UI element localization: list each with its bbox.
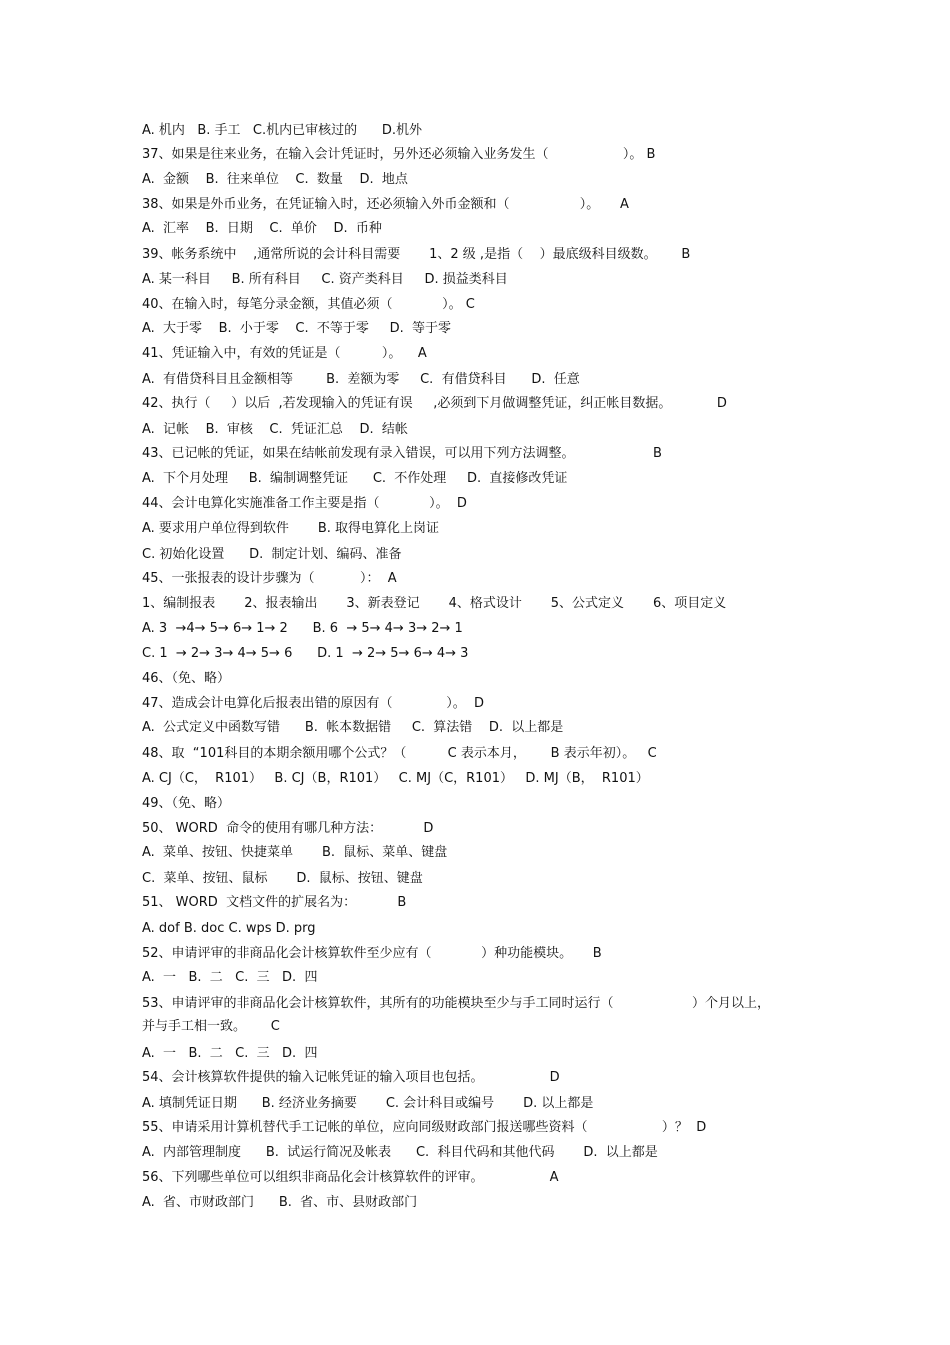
question-line: 45、一张报表的设计步骤为（ ）： A	[142, 571, 397, 586]
question-line: 52、申请评审的非商品化会计核算软件至少应有（ ）种功能模块。 B	[142, 946, 602, 961]
options-line: A. 内部管理制度 B. 试运行简况及帐表 C. 科目代码和其他代码 D. 以上都是	[142, 1145, 658, 1160]
options-line: A. 记帐 B. 审核 C. 凭证汇总 D. 结帐	[142, 422, 408, 437]
options-line: A. 菜单、按钮、快捷菜单 B. 鼠标、菜单、键盘	[142, 845, 448, 860]
question-line: 46、（免、略）	[142, 671, 231, 686]
options-line: C. 1 → 2→ 3→ 4→ 5→ 6 D. 1 → 2→ 5→ 6→ 4→ 3	[142, 646, 469, 661]
question-line-continued: 并与手工相一致。 C	[142, 1019, 280, 1034]
question-line: 40、在输入时，每笔分录金额，其值必须（ ）。 C	[142, 297, 475, 312]
question-line: 39、帐务系统中 ,通常所说的会计科目需要 1、2 级 ,是指（ ）最底级科目级数。 B	[142, 247, 691, 262]
question-line: 50、 WORD 命令的使用有哪几种方法： D	[142, 821, 434, 836]
options-line: A. 要求用户单位得到软件 B. 取得电算化上岗证	[142, 521, 440, 536]
question-line: 55、申请采用计算机替代手工记帐的单位，应向同级财政部门报送哪些资料（ ）？ D	[142, 1120, 707, 1135]
options-line: A. 公式定义中函数写错 B. 帐本数据错 C. 算法错 D. 以上都是	[142, 720, 564, 735]
text-line: A. 机内 B. 手工 C.机内已审核过的 D.机外	[142, 123, 423, 138]
options-line: A. dof B. doc C. wps D. prg	[142, 921, 316, 936]
question-line: 53、申请评审的非商品化会计核算软件，其所有的功能模块至少与手工同时运行（ ）个月以上，	[142, 996, 771, 1011]
question-line: 38、如果是外币业务，在凭证输入时，还必须输入外币金额和（ ）。 A	[142, 197, 629, 212]
question-line: 56、下列哪些单位可以组织非商品化会计核算软件的评审。 A	[142, 1170, 559, 1185]
question-line: 42、执行（ ）以后 ,若发现输入的凭证有误 ,必须到下月做调整凭证，纠正帐目数据。 D	[142, 396, 727, 411]
options-line: A. 省、市财政部门 B. 省、市、县财政部门	[142, 1195, 418, 1210]
options-line: A. 一 B. 二 C. 三 D. 四	[142, 970, 318, 985]
question-line: 41、凭证输入中，有效的凭证是（ ）。 A	[142, 346, 427, 361]
question-line: 49、（免、略）	[142, 796, 231, 811]
options-line: A. 填制凭证日期 B. 经济业务摘要 C. 会计科目或编号 D. 以上都是	[142, 1096, 594, 1111]
options-line: C. 菜单、按钮、鼠标 D. 鼠标、按钮、键盘	[142, 871, 423, 886]
question-line: 43、已记帐的凭证，如果在结帐前发现有录入错误，可以用下列方法调整。 B	[142, 446, 662, 461]
options-line: A. 3 →4→ 5→ 6→ 1→ 2 B. 6 → 5→ 4→ 3→ 2→ 1	[142, 621, 463, 636]
options-line: A. 某一科目 B. 所有科目 C. 资产类科目 D. 损益类科目	[142, 272, 508, 287]
question-line: 47、造成会计电算化后报表出错的原因有（ ）。 D	[142, 696, 485, 711]
options-line: C. 初始化设置 D. 制定计划、编码、准备	[142, 547, 402, 562]
options-line: A. 汇率 B. 日期 C. 单价 D. 币种	[142, 221, 382, 236]
options-line: 1、编制报表 2、报表输出 3、新表登记 4、格式设计 5、公式定义 6、项目定义	[142, 596, 727, 611]
question-line: 44、会计电算化实施准备工作主要是指（ ）。 D	[142, 496, 467, 511]
question-line: 37、如果是往来业务，在输入会计凭证时，另外还必须输入业务发生（ ）。 B	[142, 147, 656, 162]
question-line: 48、取 “101科目的本期余额用哪个公式？（ C 表示本月， B 表示年初）。 C	[142, 746, 657, 761]
question-line: 51、 WORD 文档文件的扩展名为： B	[142, 895, 407, 910]
options-line: A. 下个月处理 B. 编制调整凭证 C. 不作处理 D. 直接修改凭证	[142, 471, 568, 486]
options-line: A. 有借贷科目且金额相等 B. 差额为零 C. 有借贷科目 D. 任意	[142, 372, 580, 387]
options-line: A. CJ（C， R101） B. CJ（B，R101） C. MJ（C，R101） D. MJ（B， R101）	[142, 771, 649, 786]
question-line: 54、会计核算软件提供的输入记帐凭证的输入项目也包括。 D	[142, 1070, 560, 1085]
options-line: A. 一 B. 二 C. 三 D. 四	[142, 1046, 318, 1061]
options-line: A. 金额 B. 往来单位 C. 数量 D. 地点	[142, 172, 408, 187]
options-line: A. 大于零 B. 小于零 C. 不等于零 D. 等于零	[142, 321, 451, 336]
